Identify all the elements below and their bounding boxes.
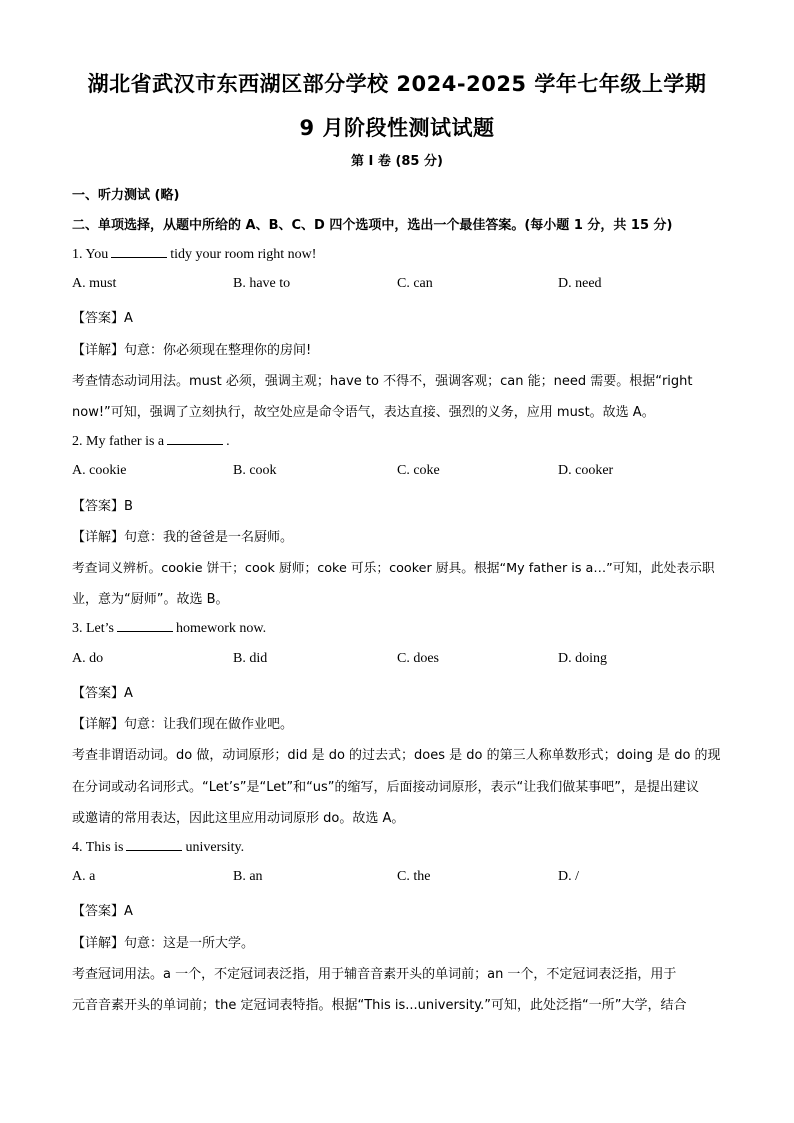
answer-blank: [167, 432, 223, 445]
stem-after: homework now.: [176, 621, 267, 636]
explanation-line: 考查非谓语动词。do 做，动词原形；did 是 do 的过去式；does 是 do 的第三人称单数形式；doing 是 do 的现: [72, 748, 721, 763]
answer-label: 【答案】B: [72, 499, 133, 514]
stem-before: 4. This is: [72, 840, 124, 855]
option-b: B. have to: [233, 276, 291, 291]
stem-before: 3. Let’s: [72, 621, 114, 636]
answer-blank: [111, 245, 167, 258]
option-d: D. /: [558, 869, 579, 884]
stem-after: university.: [185, 840, 245, 855]
option-c: C. can: [397, 276, 433, 291]
option-d: D. need: [558, 276, 602, 291]
option-c: C. does: [397, 651, 439, 666]
question-stem: [72, 432, 722, 450]
detail-label: 【详解】句意：这是一所大学。: [72, 936, 255, 951]
detail-label: 【详解】句意：我的爸爸是一名厨师。: [72, 530, 294, 545]
option-a: A. do: [72, 651, 104, 666]
detail-label: 【详解】句意：让我们现在做作业吧。: [72, 717, 294, 732]
explanation-line: 考查词义辨析。cookie 饼干；cook 厨师；coke 可乐；cooker 厨具。根据“My father is a…”可知，此处表示职: [72, 561, 715, 576]
question-stem: [72, 838, 722, 856]
document-title: 湖北省武汉市东西湖区部分学校 2024-2025 学年七年级上学期: [87, 72, 707, 96]
options-row: [72, 463, 722, 481]
section-single-choice: 二、单项选择，从题中所给的 A、B、C、D 四个选项中，选出一个最佳答案。(每小题 1 分，共 15 分): [72, 218, 673, 233]
answer-label: 【答案】A: [72, 311, 133, 326]
explanation-line: 业，意为“厨师”。故选 B。: [72, 592, 229, 607]
explanation-line: 考查情态动词用法。must 必须，强调主观；have to 不得不，强调客观；can 能；need 需要。根据“right: [72, 374, 693, 389]
answer-label: 【答案】A: [72, 686, 133, 701]
options-row: [72, 276, 722, 294]
option-b: B. an: [233, 869, 263, 884]
explanation-line: 元音音素开头的单词前；the 定冠词表特指。根据“This is...university.”可知，此处泛指“一所”大学，结合: [72, 998, 687, 1013]
option-c: C. coke: [397, 463, 440, 478]
stem-before: 2. My father is a: [72, 434, 165, 449]
stem-after: .: [226, 434, 230, 449]
options-row: [72, 651, 722, 669]
answer-blank: [117, 619, 173, 632]
stem-before: 1. You: [72, 247, 109, 262]
stem-after: tidy your room right now!: [170, 247, 317, 262]
detail-label: 【详解】句意：你必须现在整理你的房间!: [72, 343, 312, 358]
question-stem: [72, 619, 722, 637]
explanation-line: 考查冠词用法。a 一个，不定冠词表泛指，用于辅音音素开头的单词前；an 一个，不定冠词表泛指，用于: [72, 967, 677, 982]
volume-heading: 第 I 卷 (85 分): [351, 154, 443, 169]
option-b: B. cook: [233, 463, 277, 478]
explanation-line: now!”可知，强调了立刻执行，故空处应是命令语气，表达直接、强烈的义务，应用 must。故选 A。: [72, 405, 655, 420]
option-d: D. cooker: [558, 463, 614, 478]
explanation-line: 或邀请的常用表达，因此这里应用动词原形 do。故选 A。: [72, 811, 405, 826]
option-c: C. the: [397, 869, 431, 884]
section-listening: 一、听力测试 (略): [72, 188, 180, 203]
document-subtitle: 9 月阶段性测试试题: [299, 116, 495, 140]
option-b: B. did: [233, 651, 268, 666]
options-row: [72, 869, 722, 887]
explanation-line: 在分词或动名词形式。“Let’s”是“Let”和“us”的缩写，后面接动词原形，表示“让我们做某事吧”，是提出建议: [72, 780, 700, 795]
answer-label: 【答案】A: [72, 904, 133, 919]
answer-blank: [126, 838, 182, 851]
option-a: A. cookie: [72, 463, 127, 478]
option-a: A. a: [72, 869, 96, 884]
option-a: A. must: [72, 276, 117, 291]
question-stem: [72, 245, 722, 263]
option-d: D. doing: [558, 651, 607, 666]
